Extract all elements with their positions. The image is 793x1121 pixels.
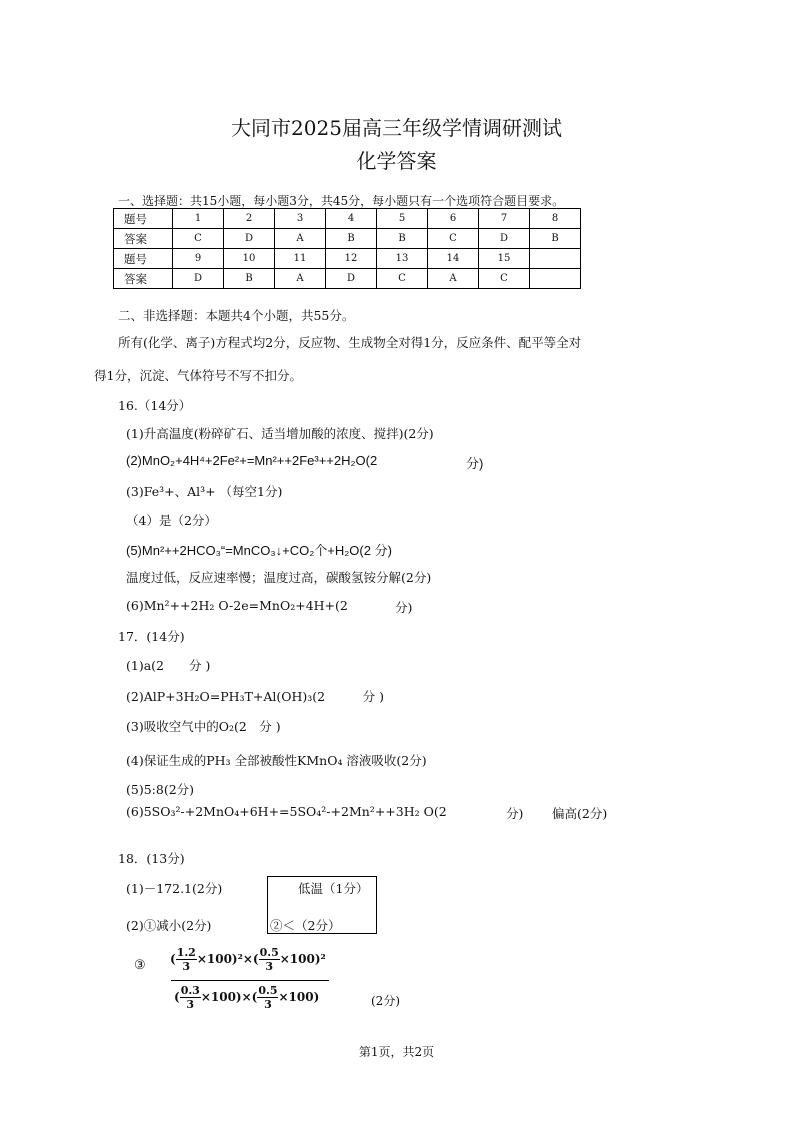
answer-table-cell: 8 xyxy=(530,209,581,229)
answer-table-cell: 6 xyxy=(428,209,479,229)
q17-answer-1: (1)a(2 分 ) xyxy=(126,658,211,673)
answer-table-cell: 10 xyxy=(224,249,275,269)
answer-table-cell: A xyxy=(275,229,326,249)
d2-den: 3 xyxy=(264,998,272,1011)
d1-num: 0.3 xyxy=(180,984,200,997)
answer-table-cell xyxy=(530,249,581,269)
q17-answer-3: (3)吸收空气中的O₂(2 分 ) xyxy=(126,719,281,734)
answer-table-row xyxy=(114,209,581,229)
answer-table-cell: 3 xyxy=(275,209,326,229)
answer-table-row-label: 题号 xyxy=(114,209,173,229)
answer-table-cell: 14 xyxy=(428,249,479,269)
answer-table-cell: D xyxy=(326,269,377,289)
answer-table-cell: 7 xyxy=(479,209,530,229)
q16-answer-5-note: 温度过低，反应速率慢；温度过高，碳酸氢铵分解(2分) xyxy=(126,570,432,585)
equilibrium-denominator: ( $\frac{0.3}{3}$ ×100)×( $\frac{0.5}{3}$ ×100) xyxy=(174,984,320,1011)
q16-title: 16.（14分） xyxy=(118,398,192,413)
answer-table-cell: 1 xyxy=(173,209,224,229)
answer-table-cell: B xyxy=(377,229,428,249)
q16-answer-3: (3)Fe³+、Al³+ （每空1分) xyxy=(126,484,283,499)
answer-table-row-label: 答案 xyxy=(114,229,173,249)
q18-title: 18．(13分) xyxy=(118,851,185,866)
q16-answer-6-score: 分) xyxy=(395,600,413,615)
n2-den: 3 xyxy=(265,960,273,973)
q17-answer-5: (5)5:8(2分) xyxy=(126,782,195,797)
answer-table-row-label: 答案 xyxy=(114,269,173,289)
q17-title: 17．(14分) xyxy=(118,629,185,644)
q16-answer-1: (1)升高温度(粉碎矿石、适当增加酸的浓度、搅拌)(2分) xyxy=(126,426,434,441)
answer-table-row-label: 题号 xyxy=(114,249,173,269)
answer-table-cell: C xyxy=(377,269,428,289)
page-subtitle: 化学答案 xyxy=(356,149,437,173)
n2-tail: ×100)² xyxy=(279,952,326,966)
q17-answer-4: (4)保证生成的PH₃ 全部被酸性KMnO₄ 溶液吸收(2分) xyxy=(126,753,427,768)
equilibrium-numerator: ( $\frac{1.2}{3}$ ×100)²×( $\frac{0.5}{3}$ ×100)² xyxy=(170,946,326,973)
n1-num: 1.2 xyxy=(176,946,196,959)
answer-table-cell: 13 xyxy=(377,249,428,269)
q16-answer-5: (5)Mn²++2HCO₃“=MnCO₃↓+CO₂个+H₂O(2 分) xyxy=(126,543,392,558)
section1-heading: 一、选择题：共15小题，每小题3分，共45分，每小题只有一个选项符合题目要求。 xyxy=(118,194,565,208)
page-title: 大同市2025届高三年级学情调研测试 xyxy=(231,116,562,140)
d1-den: 3 xyxy=(186,998,195,1011)
answer-table-cell: C xyxy=(479,269,530,289)
n1-tail: ×100)²×( xyxy=(196,952,259,966)
answer-table xyxy=(113,208,581,289)
page-footer: 第1页，共2页 xyxy=(358,1045,435,1059)
q18-box-answer-2: ②＜（2分） xyxy=(270,918,341,933)
answer-table-cell: D xyxy=(224,229,275,249)
answer-table-cell: 11 xyxy=(275,249,326,269)
answer-table-cell: 2 xyxy=(224,209,275,229)
d2-tail: ×100) xyxy=(278,990,320,1004)
q16-answer-4: （4）是（2分） xyxy=(126,513,217,528)
answer-table-row xyxy=(114,249,581,269)
q16-answer-6: (6)Mn²++2H₂ O-2e=MnO₂+4H+(2 xyxy=(126,598,348,613)
q18-answer-2: (2)①减小(2分) xyxy=(126,918,212,933)
answer-table-cell: B xyxy=(224,269,275,289)
answer-table-cell: D xyxy=(479,229,530,249)
n1-den: 3 xyxy=(182,960,191,973)
section2-note-2: 得1分，沉淀、气体符号不写不扣分。 xyxy=(94,368,302,383)
answer-table-row xyxy=(114,269,581,289)
q17-answer-2: (2)AlP+3H₂O=PH₃T+Al(OH)₃(2 分 ) xyxy=(126,689,384,704)
q16-answer-2-score: 分) xyxy=(466,456,484,471)
q18-answer-3-label: ③ xyxy=(134,958,146,973)
q18-answer-3-score: (2分) xyxy=(371,994,400,1008)
n2-num: 0.5 xyxy=(259,946,279,959)
d2-num: 0.5 xyxy=(258,984,278,997)
section2-note-1: 所有(化学、离子)方程式均2分，反应物、生成物全对得1分，反应条件、配平等全对 xyxy=(118,335,582,350)
q18-box-answer-1: 低温（1分） xyxy=(298,881,369,896)
answer-table-cell: B xyxy=(326,229,377,249)
answer-table-cell: 12 xyxy=(326,249,377,269)
q17-answer-6-score: 分) xyxy=(506,806,524,821)
answer-table-cell: 9 xyxy=(173,249,224,269)
answer-table-cell: A xyxy=(428,269,479,289)
answer-table-cell: C xyxy=(428,229,479,249)
answer-table-row xyxy=(114,229,581,249)
q17-answer-6-extra: 偏高(2分) xyxy=(552,806,608,821)
answer-table-cell: C xyxy=(173,229,224,249)
q16-answer-2: (2)MnO₂+4H⁴+2Fe²+=Mn²++2Fe³++2H₂O(2 xyxy=(126,453,378,468)
fraction-bar xyxy=(171,980,329,981)
answer-table-cell: D xyxy=(173,269,224,289)
answer-table-cell: 15 xyxy=(479,249,530,269)
q18-answer-1: (1)－172.1(2分) xyxy=(126,881,223,896)
answer-table-cell: 5 xyxy=(377,209,428,229)
answer-table-cell: A xyxy=(275,269,326,289)
d1-tail: ×100)×( xyxy=(200,990,258,1004)
answer-table-cell: B xyxy=(530,229,581,249)
answer-table-cell: 4 xyxy=(326,209,377,229)
section2-heading: 二、非选择题：本题共4个小题，共55分。 xyxy=(118,308,355,323)
answer-table-cell xyxy=(530,269,581,289)
q17-answer-6: (6)5SO₃²-+2MnO₄+6H+=5SO₄²-+2Mn²++3H₂ O(2 xyxy=(126,804,447,819)
